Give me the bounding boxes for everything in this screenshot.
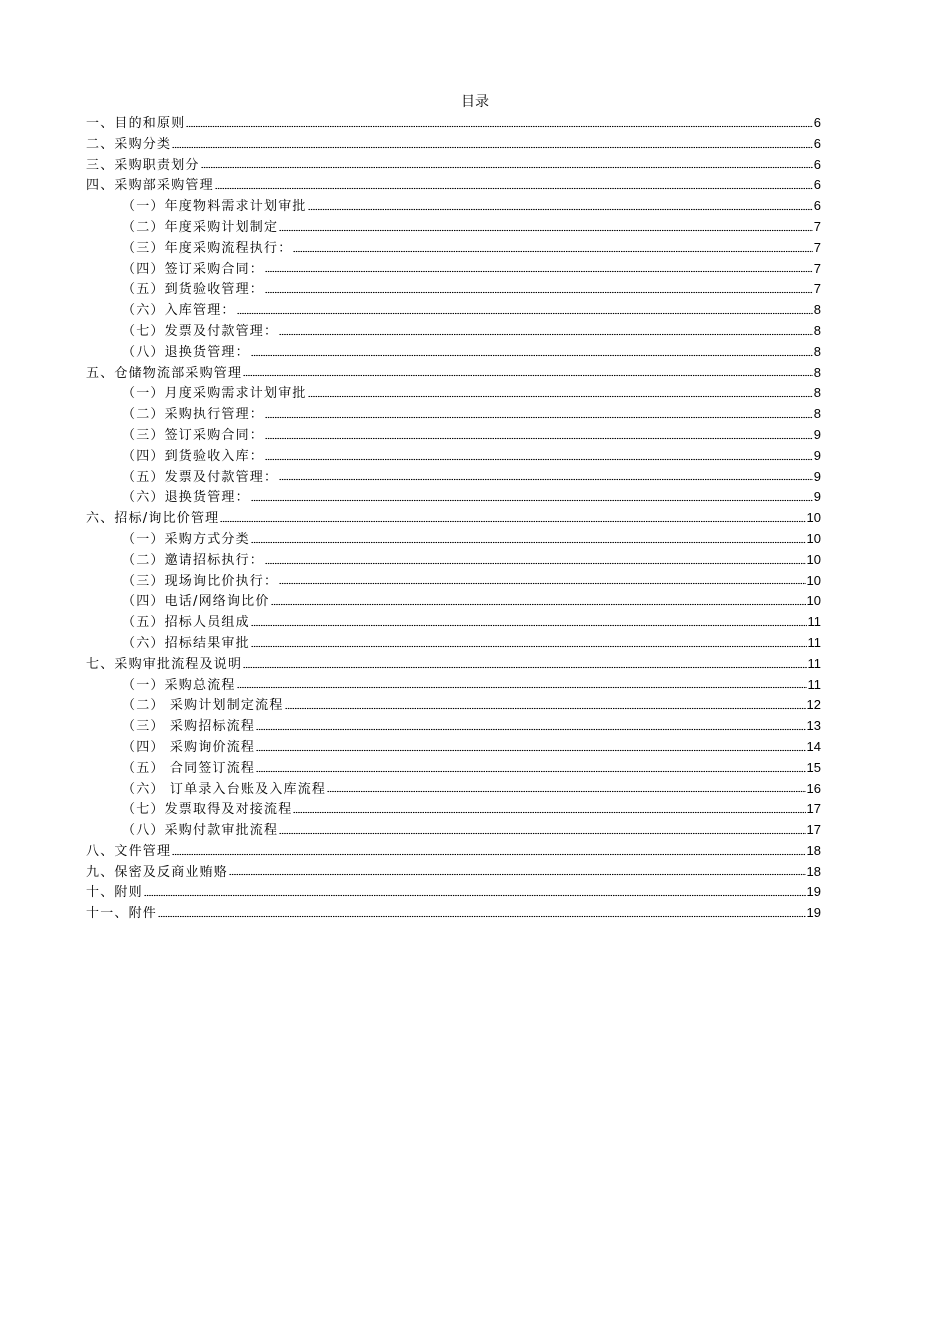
toc-entry-page-number: 11 [807, 634, 821, 650]
toc-entry-label: （六）退换货管理： [122, 490, 250, 506]
toc-entry-label: （三） 采购招标流程 [122, 719, 256, 735]
toc-entry[interactable] [86, 467, 821, 488]
toc-entry[interactable] [86, 363, 821, 384]
toc-entry-page-number: 8 [813, 406, 821, 422]
toc-entry-label: （八）退换货管理： [122, 344, 250, 360]
toc-entry[interactable] [86, 820, 821, 841]
toc-title: 目录 [461, 94, 489, 110]
toc-list [86, 113, 821, 924]
toc-entry-label: （四）签订采购合同： [122, 261, 265, 277]
toc-entry[interactable] [86, 612, 821, 633]
toc-entry-page-number: 7 [813, 260, 821, 276]
toc-dot-leader [265, 270, 813, 274]
toc-entry-page-number: 8 [813, 343, 821, 359]
toc-entry[interactable] [86, 779, 821, 800]
toc-entry-label: （七）发票及付款管理： [122, 323, 279, 339]
toc-entry-page-number: 6 [813, 156, 821, 172]
toc-dot-leader [265, 291, 813, 295]
toc-entry-page-number: 9 [813, 468, 821, 484]
toc-entry-label: 六、招标/询比价管理 [86, 511, 220, 527]
toc-dot-leader [327, 790, 805, 794]
toc-entry-label: （三）现场询比价执行： [122, 573, 279, 589]
toc-dot-leader [251, 499, 813, 503]
toc-entry-label: （二）年度采购计划制定 [122, 219, 279, 235]
toc-dot-leader [251, 354, 813, 358]
toc-entry-label: （二） 采购计划制定流程 [122, 698, 284, 714]
toc-entry-page-number: 7 [813, 281, 821, 297]
toc-entry-label: （六） 订单录入台账及入库流程 [122, 781, 327, 797]
toc-entry[interactable] [86, 695, 821, 716]
toc-dot-leader [265, 562, 806, 566]
toc-dot-leader [158, 915, 806, 919]
toc-entry[interactable] [86, 446, 821, 467]
toc-entry[interactable] [86, 342, 821, 363]
toc-entry[interactable] [86, 425, 821, 446]
toc-entry-page-number: 10 [806, 551, 821, 567]
toc-entry-page-number: 8 [813, 302, 821, 318]
toc-entry-page-number: 8 [813, 364, 821, 380]
toc-entry-label: 四、采购部采购管理 [86, 178, 214, 194]
toc-entry[interactable] [86, 799, 821, 820]
toc-entry[interactable] [86, 633, 821, 654]
toc-entry[interactable] [86, 259, 821, 280]
toc-entry[interactable] [86, 279, 821, 300]
toc-entry-label: 三、采购职责划分 [86, 157, 200, 173]
toc-entry-page-number: 9 [813, 426, 821, 442]
toc-entry[interactable] [86, 758, 821, 779]
toc-entry[interactable] [86, 487, 821, 508]
toc-dot-leader [237, 686, 807, 690]
toc-entry-page-number: 6 [813, 198, 821, 214]
toc-dot-leader [172, 146, 813, 150]
toc-entry-label: （三）年度采购流程执行： [122, 240, 293, 256]
toc-entry[interactable] [86, 134, 821, 155]
toc-entry[interactable] [86, 238, 821, 259]
toc-entry-page-number: 13 [806, 718, 821, 734]
toc-entry-label: （二）采购执行管理： [122, 407, 265, 423]
toc-entry[interactable] [86, 716, 821, 737]
toc-entry[interactable] [86, 591, 821, 612]
toc-entry[interactable] [86, 113, 821, 134]
toc-entry-page-number: 9 [813, 489, 821, 505]
toc-entry-label: （四）电话/网络询比价 [122, 594, 270, 610]
toc-dot-leader [256, 749, 805, 753]
toc-entry-label: （一）年度物料需求计划审批 [122, 199, 307, 215]
toc-entry[interactable] [86, 217, 821, 238]
toc-entry[interactable] [86, 404, 821, 425]
toc-entry-page-number: 12 [806, 697, 821, 713]
toc-entry-label: （五）发票及付款管理： [122, 469, 279, 485]
toc-dot-leader [271, 603, 806, 607]
toc-dot-leader [308, 208, 813, 212]
toc-entry-label: （二）邀请招标执行： [122, 552, 265, 568]
toc-entry-label: 十、附则 [86, 885, 143, 901]
toc-entry-page-number: 18 [806, 863, 821, 879]
toc-dot-leader [220, 520, 805, 524]
toc-dot-leader [265, 458, 813, 462]
toc-entry[interactable] [86, 862, 821, 883]
toc-entry-page-number: 10 [806, 593, 821, 609]
toc-dot-leader [172, 853, 805, 857]
toc-dot-leader [215, 187, 813, 191]
toc-entry-label: （五）到货验收管理： [122, 282, 265, 298]
toc-entry-label: （四） 采购询价流程 [122, 739, 256, 755]
toc-entry-page-number: 8 [813, 385, 821, 401]
toc-entry[interactable] [86, 383, 821, 404]
toc-entry-page-number: 6 [813, 115, 821, 130]
toc-dot-leader [308, 395, 813, 399]
toc-dot-leader [279, 333, 813, 337]
toc-dot-leader [293, 811, 805, 815]
toc-entry-page-number: 11 [807, 614, 821, 630]
toc-entry-label: 九、保密及反商业贿赂 [86, 864, 229, 880]
toc-entry-label: 十一、附件 [86, 906, 158, 922]
toc-entry-label: （八）采购付款审批流程 [122, 823, 279, 839]
toc-entry-page-number: 17 [806, 801, 821, 817]
toc-entry-label: （一）采购总流程 [122, 677, 236, 693]
toc-entry-page-number: 7 [813, 218, 821, 234]
toc-entry-page-number: 6 [813, 135, 821, 151]
toc-entry-label: 八、文件管理 [86, 843, 172, 859]
toc-entry-page-number: 8 [813, 322, 821, 338]
toc-entry[interactable] [86, 300, 821, 321]
toc-entry[interactable] [86, 196, 821, 217]
toc-entry-label: （四）到货验收入库： [122, 448, 265, 464]
toc-entry-page-number: 10 [806, 510, 821, 526]
toc-dot-leader [243, 666, 806, 670]
toc-entry[interactable] [86, 175, 821, 196]
toc-dot-leader [285, 707, 806, 711]
toc-entry[interactable] [86, 571, 821, 592]
toc-dot-leader [279, 582, 805, 586]
toc-entry-label: 五、仓储物流部采购管理 [86, 365, 243, 381]
toc-entry[interactable] [86, 550, 821, 571]
toc-dot-leader [201, 166, 813, 170]
toc-entry[interactable] [86, 508, 821, 529]
toc-entry-page-number: 6 [813, 177, 821, 193]
toc-entry-page-number: 19 [806, 905, 821, 921]
toc-dot-leader [279, 478, 813, 482]
toc-entry-page-number: 17 [806, 822, 821, 838]
toc-entry-label: （三）签订采购合同： [122, 427, 265, 443]
toc-entry-label: （五）招标人员组成 [122, 615, 250, 631]
toc-dot-leader [251, 645, 807, 649]
toc-entry-page-number: 7 [813, 239, 821, 255]
toc-dot-leader [251, 624, 807, 628]
toc-entry[interactable] [86, 155, 821, 176]
toc-entry-page-number: 11 [807, 655, 821, 671]
toc-dot-leader [237, 312, 813, 316]
toc-entry-page-number: 15 [806, 759, 821, 775]
toc-entry[interactable] [86, 903, 821, 924]
toc-entry[interactable] [86, 321, 821, 342]
toc-entry[interactable] [86, 882, 821, 903]
toc-entry-page-number: 16 [806, 780, 821, 796]
toc-entry-page-number: 9 [813, 447, 821, 463]
toc-entry-label: （六）招标结果审批 [122, 635, 250, 651]
toc-entry-page-number: 14 [806, 738, 821, 754]
toc-dot-leader [265, 437, 813, 441]
toc-entry[interactable] [86, 654, 821, 675]
toc-dot-leader [251, 541, 806, 545]
toc-dot-leader [279, 229, 813, 233]
toc-dot-leader [186, 125, 812, 129]
toc-entry-label: 七、采购审批流程及说明 [86, 656, 243, 672]
toc-entry-page-number: 10 [806, 530, 821, 546]
toc-entry-page-number: 10 [806, 572, 821, 588]
toc-dot-leader [279, 832, 805, 836]
toc-dot-leader [229, 873, 806, 877]
toc-dot-leader [293, 250, 812, 254]
toc-entry-label: （五） 合同签订流程 [122, 760, 256, 776]
toc-dot-leader [144, 894, 806, 898]
toc-dot-leader [243, 374, 813, 378]
toc-entry-label: （一）采购方式分类 [122, 531, 250, 547]
toc-entry[interactable] [86, 675, 821, 696]
toc-entry[interactable] [86, 841, 821, 862]
toc-entry-label: 一、目的和原则 [86, 116, 186, 131]
toc-entry-label: （一）月度采购需求计划审批 [122, 386, 307, 402]
toc-entry-label: （六）入库管理： [122, 303, 236, 319]
toc-entry[interactable] [86, 737, 821, 758]
toc-entry-page-number: 19 [806, 884, 821, 900]
toc-dot-leader [256, 728, 805, 732]
toc-entry-page-number: 11 [807, 676, 821, 692]
toc-dot-leader [265, 416, 813, 420]
toc-entry-label: （七）发票取得及对接流程 [122, 802, 293, 818]
toc-entry[interactable] [86, 529, 821, 550]
toc-entry-page-number: 18 [806, 842, 821, 858]
toc-entry-label: 二、采购分类 [86, 136, 172, 152]
toc-dot-leader [256, 770, 805, 774]
